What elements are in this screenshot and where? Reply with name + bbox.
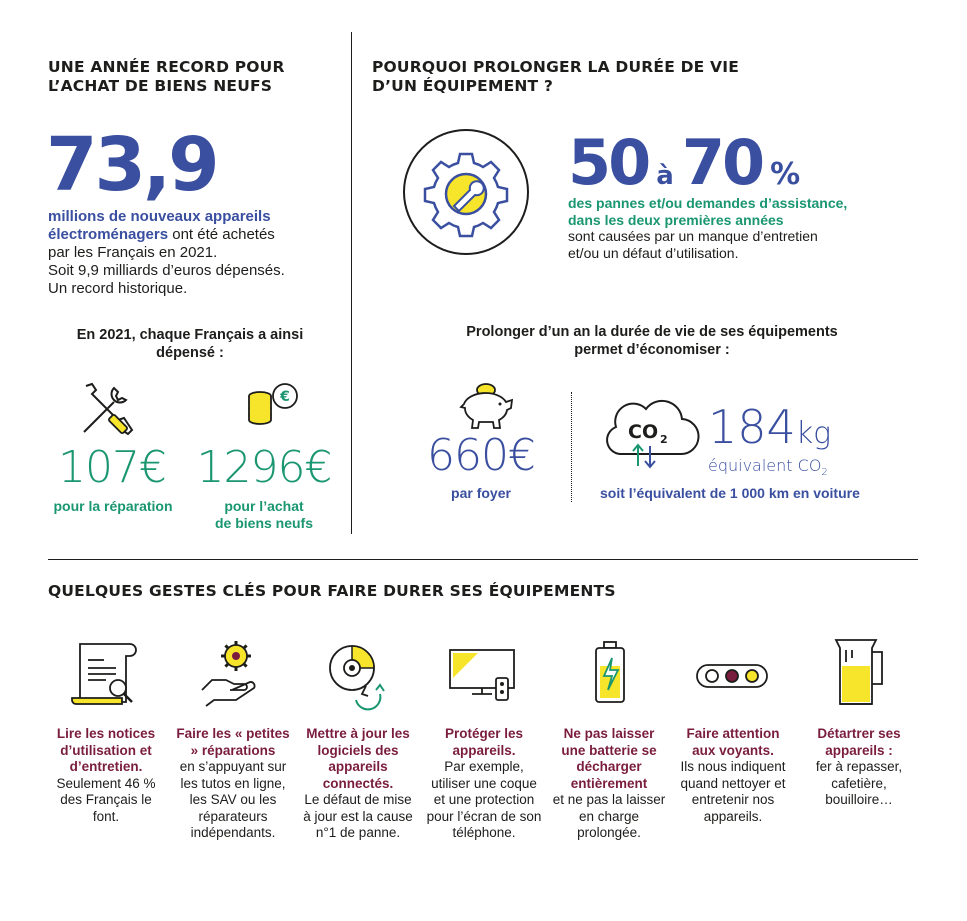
kettle-jug-icon [832, 636, 890, 706]
gesture-small-repairs: Faire les « petites » réparations en s’appuyant sur les tutos en ligne, les SAV ou les réparateurs indépendants. [176, 726, 290, 840]
repair-label: pour la réparation [53, 498, 173, 514]
gear-wrench-icon [402, 128, 530, 256]
gesture-read-manuals: Lire les notices d’utilisation et d’entretien. Seulement 46 % des Français le font. [56, 726, 156, 824]
gesture-descale: Détartrer ses appareils : fer à repasser, cafetière, bouilloire… [815, 726, 903, 807]
buy-value: 1296€ [196, 442, 332, 493]
stat-50-70-percent: 50 à 70 % [568, 126, 801, 199]
big-number-appliances: 73,9 [46, 122, 217, 208]
left-section-title: UNE ANNÉE RECORD POUR L’ACHAT DE BIENS NEUFS [48, 58, 285, 95]
disc-update-icon [326, 642, 390, 706]
co2-value: 184kg [708, 400, 832, 454]
buy-label: pour l’achat de biens neufs [214, 498, 314, 531]
svg-text:€: € [280, 389, 290, 405]
spent-heading: En 2021, chaque Français a ainsi dépensé : [76, 327, 304, 361]
gesture-update-software: Mettre à jour les logiciels des appareils connectés. Le défaut de mise à jour est la cause n°1 de panne. [303, 726, 413, 840]
tools-icon [78, 380, 136, 438]
co2-icon-text: CO [628, 421, 659, 443]
stat-description: des pannes et/ou demandes d’assistance, dans les deux premières années sont causées par un manque d’entretien et/ou un défaut d’utilisation. [568, 195, 848, 261]
section-divider [48, 559, 918, 560]
coins-euro-icon [246, 382, 300, 430]
piggy-bank-icon [456, 382, 516, 430]
prolong-heading: Prolonger d’un an la durée de vie de ses équipements permet d’économiser : [466, 324, 838, 358]
saving-label: par foyer [451, 485, 511, 501]
repair-value: 107€ [58, 442, 166, 493]
screen-protection-icon [448, 648, 518, 704]
indicator-lights-icon [696, 664, 768, 688]
dotted-divider [571, 392, 572, 502]
gesture-protect-devices: Protéger les appareils. Par exemple, utiliser une coque et une protection pour l’écran de son téléphone. [426, 726, 542, 840]
gesture-battery: Ne pas laisser une batterie se décharger entièrement et ne pas la laisser en charge prolongée. [552, 726, 666, 840]
hand-gear-icon [200, 640, 266, 706]
right-section-title: POURQUOI PROLONGER LA DURÉE DE VIE D’UN ÉQUIPEMENT ? [372, 58, 739, 95]
battery-icon [592, 640, 628, 706]
column-divider [351, 32, 352, 534]
bottom-section-title: QUELQUES GESTES CLÉS POUR FAIRE DURER SES ÉQUIPEMENTS [48, 582, 616, 600]
co2-label: soit l’équivalent de 1 000 km en voiture [600, 485, 860, 501]
document-magnifier-icon [70, 642, 142, 706]
gesture-indicator-lights: Faire attention aux voyants. Ils nous indiquent quand nettoyer et entretenir nos appareils. [680, 726, 786, 824]
co2-equivalent: équivalent $CO_2$ [708, 456, 828, 479]
co2-cloud-icon [602, 396, 698, 472]
co2-icon-sub: 2 [660, 433, 668, 446]
saving-value: 660€ [427, 430, 535, 481]
appliances-description: millions de nouveaux appareils électroménagers ont été achetés par les Français en 2021. Soit 9,9 milliards d’euros dépensés. Un record historique. [48, 208, 285, 297]
